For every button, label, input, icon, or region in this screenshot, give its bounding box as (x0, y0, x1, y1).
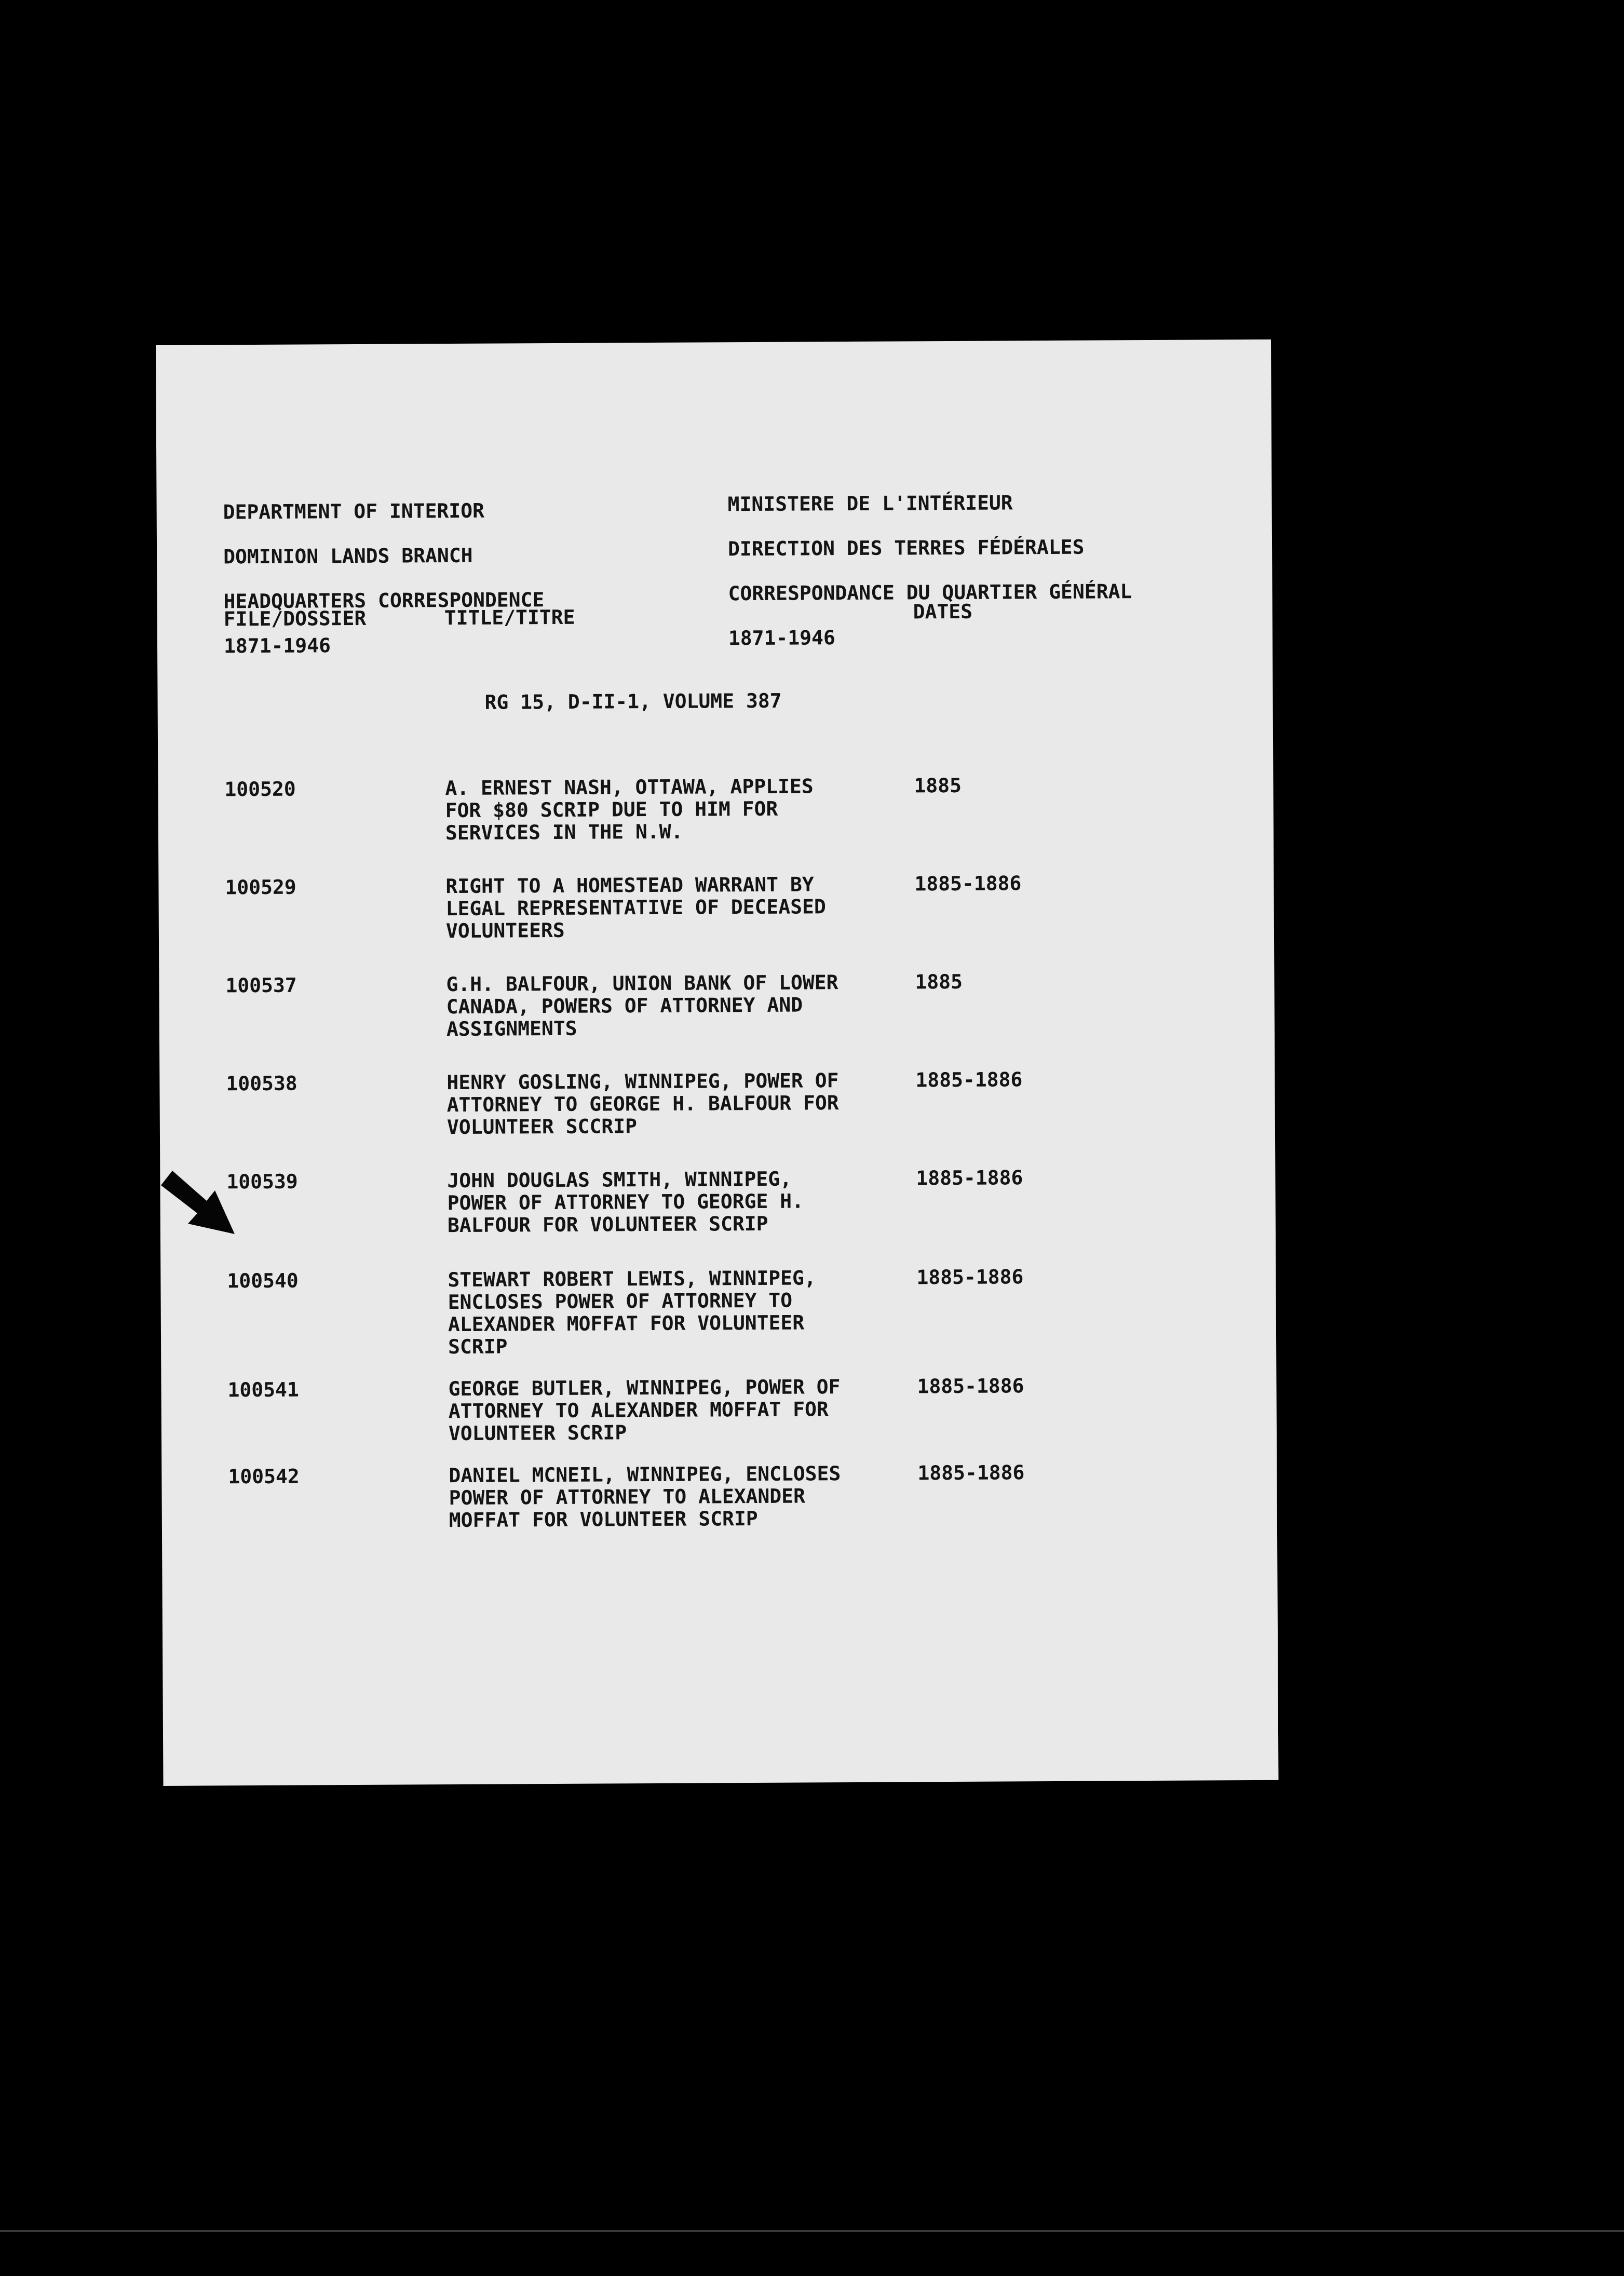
title-line: ATTORNEY TO GEORGE H. BALFOUR FOR (446, 1091, 839, 1117)
file-row (226, 1166, 1213, 1238)
title-line: SCRIP (448, 1335, 508, 1359)
header-line: DEPARTMENT OF INTERIOR (223, 499, 485, 524)
file-dates: 1885-1886 (914, 872, 1022, 896)
header-line: MINISTERE DE L'INTÉRIEUR (727, 491, 1013, 516)
title-line: BALFOUR FOR VOLUNTEER SCRIP (447, 1212, 768, 1237)
file-dates: 1885-1886 (917, 1461, 1025, 1485)
file-dates: 1885-1886 (915, 1068, 1023, 1092)
column-header-file: FILE/DOSSIER (223, 606, 367, 631)
file-title (446, 1069, 916, 1139)
file-row (224, 773, 1211, 845)
file-dates: 1885 (914, 774, 962, 797)
arrow-icon (161, 1171, 239, 1238)
file-title (446, 971, 915, 1040)
header-line: DIRECTION DES TERRES FÉDÉRALES (727, 535, 1085, 561)
title-line: ALEXANDER MOFFAT FOR VOLUNTEER (448, 1311, 805, 1336)
title-line: CANADA, POWERS OF ATTORNEY AND (446, 993, 803, 1019)
file-dates: 1885-1886 (916, 1265, 1024, 1289)
header-line: 1871-1946 (223, 634, 331, 658)
title-line: GEORGE BUTLER, WINNIPEG, POWER OF (448, 1375, 841, 1401)
title-line: LEGAL REPRESENTATIVE OF DECEASED (445, 895, 826, 920)
file-number: 100537 (225, 973, 297, 997)
file-dates: 1885-1886 (916, 1166, 1023, 1190)
file-title (448, 1375, 917, 1445)
volume-reference: RG 15, D-II-1, VOLUME 387 (484, 689, 782, 714)
header-line: HEADQUARTERS CORRESPONDENCE (223, 588, 545, 613)
title-line: ATTORNEY TO ALEXANDER MOFFAT FOR (448, 1398, 829, 1423)
title-line: DANIEL MCNEIL, WINNIPEG, ENCLOSES (449, 1462, 841, 1487)
scanned-page (156, 340, 1279, 1786)
file-title (449, 1462, 918, 1532)
title-line: JOHN DOUGLAS SMITH, WINNIPEG, (447, 1167, 792, 1193)
column-header-dates: DATES (913, 600, 973, 624)
title-line: HENRY GOSLING, WINNIPEG, POWER OF (446, 1069, 839, 1094)
file-number: 100542 (228, 1465, 300, 1488)
file-row (227, 1265, 1214, 1359)
file-dates: 1885-1886 (917, 1374, 1024, 1398)
title-line: VOLUNTEER SCCRIP (446, 1115, 638, 1139)
header-line: DOMINION LANDS BRANCH (223, 544, 473, 568)
file-number: 100539 (226, 1170, 298, 1194)
header-line: 1871-1946 (728, 626, 835, 650)
file-row (226, 1067, 1213, 1140)
file-row (225, 969, 1212, 1041)
title-line: POWER OF ATTORNEY TO ALEXANDER (449, 1484, 806, 1510)
file-title (445, 873, 915, 942)
file-title (448, 1266, 917, 1358)
scan-edge-line (0, 2230, 1624, 2232)
title-line: SERVICES IN THE N.W. (445, 820, 683, 845)
header-line: CORRESPONDANCE DU QUARTIER GÉNÉRAL (728, 580, 1132, 605)
file-number: 100541 (227, 1378, 299, 1402)
title-line: MOFFAT FOR VOLUNTEER SCRIP (449, 1507, 758, 1532)
file-number: 100529 (225, 875, 296, 899)
file-dates: 1885 (915, 970, 963, 994)
file-row (225, 871, 1212, 943)
header-english (223, 477, 545, 680)
title-line: VOLUNTEERS (445, 918, 565, 943)
file-row (228, 1460, 1215, 1533)
title-line: G.H. BALFOUR, UNION BANK OF LOWER (446, 971, 838, 996)
file-title (445, 775, 914, 844)
file-list (224, 773, 1215, 1533)
title-line: ASSIGNMENTS (446, 1017, 577, 1041)
title-line: A. ERNEST NASH, OTTAWA, APPLIES (445, 775, 814, 800)
file-number: 100538 (226, 1072, 297, 1095)
file-row (227, 1374, 1214, 1446)
header-french (727, 469, 1132, 672)
column-header-title: TITLE/TITRE (444, 605, 575, 630)
title-line: RIGHT TO A HOMESTEAD WARRANT BY (445, 873, 814, 898)
title-line: POWER OF ATTORNEY TO GEORGE H. (447, 1189, 804, 1215)
file-title (447, 1167, 916, 1237)
title-line: STEWART ROBERT LEWIS, WINNIPEG, (448, 1266, 816, 1292)
file-number: 100520 (224, 777, 296, 801)
title-line: FOR $80 SCRIP DUE TO HIM FOR (445, 797, 778, 822)
file-number: 100540 (227, 1269, 299, 1293)
title-line: ENCLOSES POWER OF ATTORNEY TO (448, 1289, 793, 1314)
title-line: VOLUNTEER SCRIP (448, 1421, 627, 1445)
